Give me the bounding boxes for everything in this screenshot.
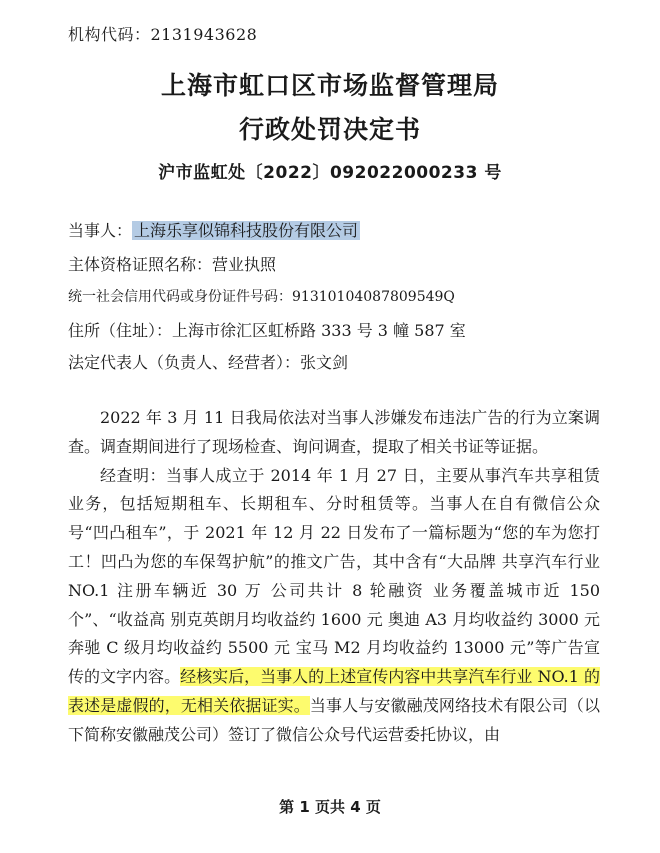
paragraph-case-filing: 2022 年 3 月 11 日我局依法对当事人涉嫌发布违法广告的行为立案调查。调查期间进行了现场检查、询问调查，提取了相关书证等证据。 [68,408,600,456]
org-code: 机构代码：2131943628 [68,25,258,44]
document-number: 沪市监虹处〔2022〕092022000233 号 [158,163,502,183]
party-name-line [68,218,360,241]
findings-highlighted-text: 经核实后，当事人的上述宣传内容中共享汽车行业 NO.1 的表述是虚假的，无相关依据证实。 [68,667,600,715]
findings-continuation-text: 当事人与安徽融茂网络技术有限公司（以下简称安徽融茂公司）签订了微信公众号代运营委托协议，由 [68,695,600,744]
party-address-line: 住所（住址）：上海市徐汇区虹桥路 333 号 3 幢 587 室 [68,321,466,340]
paragraph-findings [68,462,600,750]
document-type-title: 行政处罚决定书 [238,115,421,144]
party-name-value: 上海乐享似锦科技股份有限公司 [134,221,359,240]
party-cert-line: 主体资格证照名称：营业执照 [68,255,277,274]
party-name-label: 当事人： [68,221,133,240]
findings-text: 经查明：当事人成立于 2014 年 1 月 27 日，主要从事汽车共享租赁业务，包括短期租车、长期租车、分时租赁等。当事人在自有微信公众号“凹凸租车”，于 2021 年 12 月 22 日发布了一篇标题为“您的车为您打工！凹凸为您的车保驾护航”的推文广告，其中含有“大品牌 共享汽车行业 NO.1 注册车辆近 30 万 公司共计 8 轮融资 业务覆盖城市近 150 个”、“收益高 别克英朗月均收益约 1600 元 奥迪 A3 月均收益约 3000 元 奔驰 C 级月均收益约 5500 元 宝马 M2 月均收益约 13000 元”等广告宣传的文字内容。 [68,465,600,687]
decision-body [68,404,600,750]
party-credit-code-line: 统一社会信用代码或身份证件号码：91310104087809549Q [68,289,455,305]
issuing-authority-title: 上海市虹口区市场监督管理局 [160,71,499,100]
party-legal-rep-line: 法定代表人（负责人、经营者）：张文剑 [68,353,349,372]
page-footer: 第 1 页共 4 页 [279,798,381,816]
